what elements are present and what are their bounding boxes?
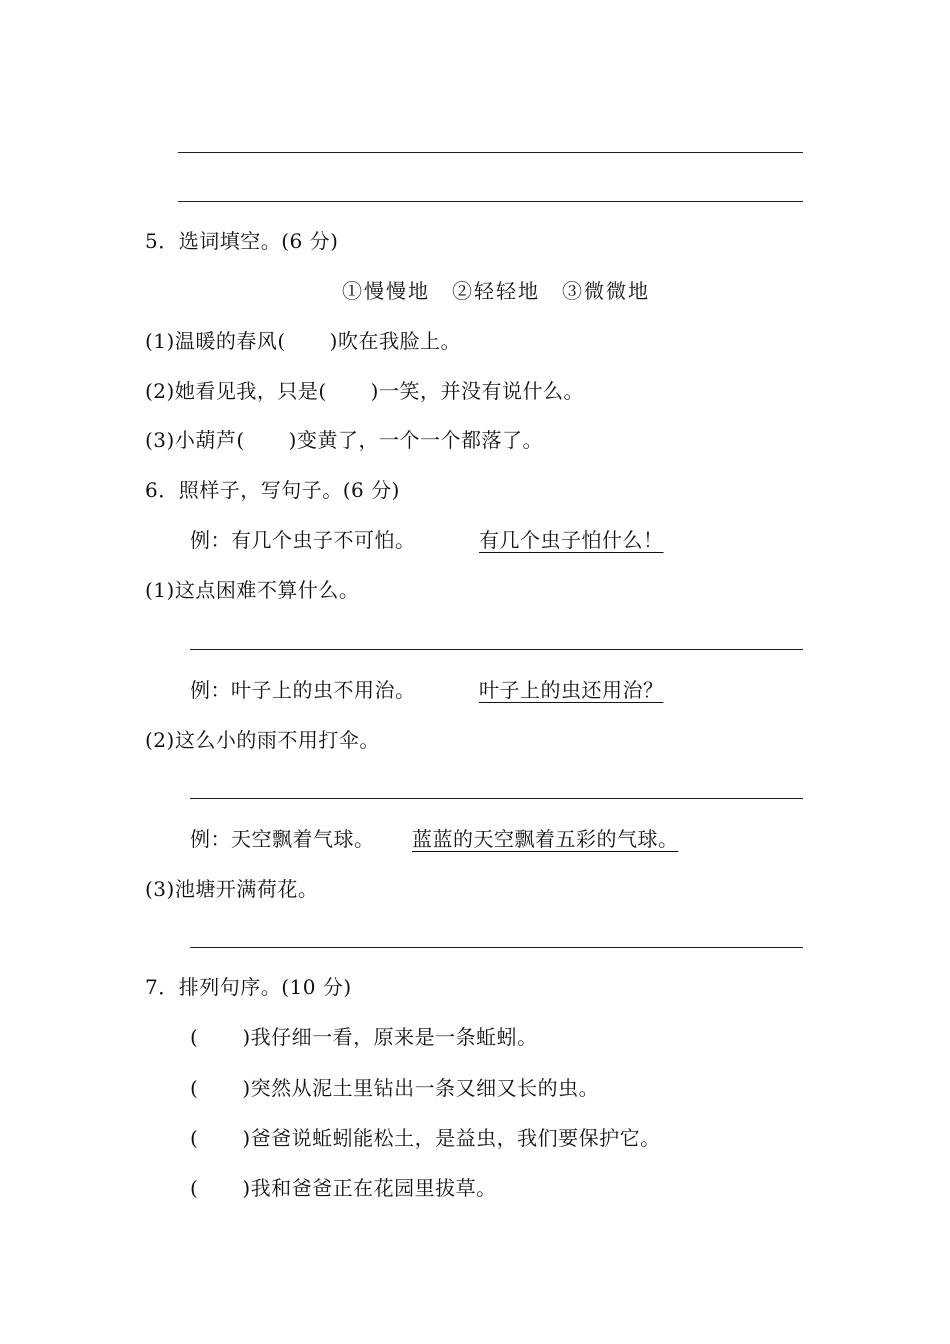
q6-example-1-prefix: 例：有几个虫子不可怕。 [190,528,416,552]
q7-item-3-text: )爸爸说蚯蚓能松土，是益虫，我们要保护它。 [242,1126,661,1150]
q6-task-1: (1)这点困难不算什么。 [145,578,360,602]
q5-item-1 [145,328,461,354]
q5-options: ①慢慢地 ②轻轻地 ③微微地 [342,279,650,303]
q6-example-2 [190,677,416,703]
q5-item-1-after: )吹在我脸上。 [329,329,461,353]
q6-answer-line-1[interactable] [190,649,803,650]
q7-item-4 [190,1175,497,1201]
q6-answer-line-2[interactable] [190,798,803,799]
q7-item-1-open: ( [190,1025,199,1049]
q6-example-3 [190,826,375,852]
q5-item-3-before: (3)小葫芦( [145,428,245,452]
q6-example-1-answer: 有几个虫子怕什么！ [479,528,664,552]
q7-item-3-open: ( [190,1126,199,1150]
q5-item-2-after: )一笑，并没有说什么。 [370,379,584,403]
q6-example-2-answer: 叶子上的虫还用治？ [479,678,664,702]
q5-item-2 [145,378,584,404]
q6-example-3-answer: 蓝蓝的天空飘着五彩的气球。 [412,827,679,851]
q5-item-3-after: )变黄了，一个一个都落了。 [288,428,543,452]
q6-title: 6．照样子，写句子。(6 分) [145,478,400,502]
answer-line-top-1[interactable] [178,152,803,153]
q7-item-1 [190,1024,538,1050]
q7-item-4-open: ( [190,1176,199,1200]
q7-item-2-text: )突然从泥土里钻出一条又细又长的虫。 [242,1076,600,1100]
q6-task-2: (2)这么小的雨不用打伞。 [145,728,380,752]
q6-task-3: (3)池塘开满荷花。 [145,877,319,901]
q6-example-3-prefix: 例：天空飘着气球。 [190,827,375,851]
q7-item-2-open: ( [190,1076,199,1100]
answer-line-top-2[interactable] [178,201,803,202]
q6-example-2-prefix: 例：叶子上的虫不用治。 [190,678,416,702]
q7-item-1-text: )我仔细一看，原来是一条蚯蚓。 [242,1025,538,1049]
q5-title: 5．选词填空。(6 分) [145,229,339,253]
q7-title: 7．排列句序。(10 分) [145,975,352,999]
q7-item-4-text: )我和爸爸正在花园里拔草。 [242,1176,497,1200]
q6-example-1 [190,527,416,553]
q7-item-3 [190,1125,661,1151]
q7-item-2 [190,1075,599,1101]
q6-answer-line-3[interactable] [190,947,803,948]
q5-item-3 [145,427,543,453]
q5-item-1-before: (1)温暖的春风( [145,329,286,353]
q5-item-2-before: (2)她看见我，只是( [145,379,327,403]
